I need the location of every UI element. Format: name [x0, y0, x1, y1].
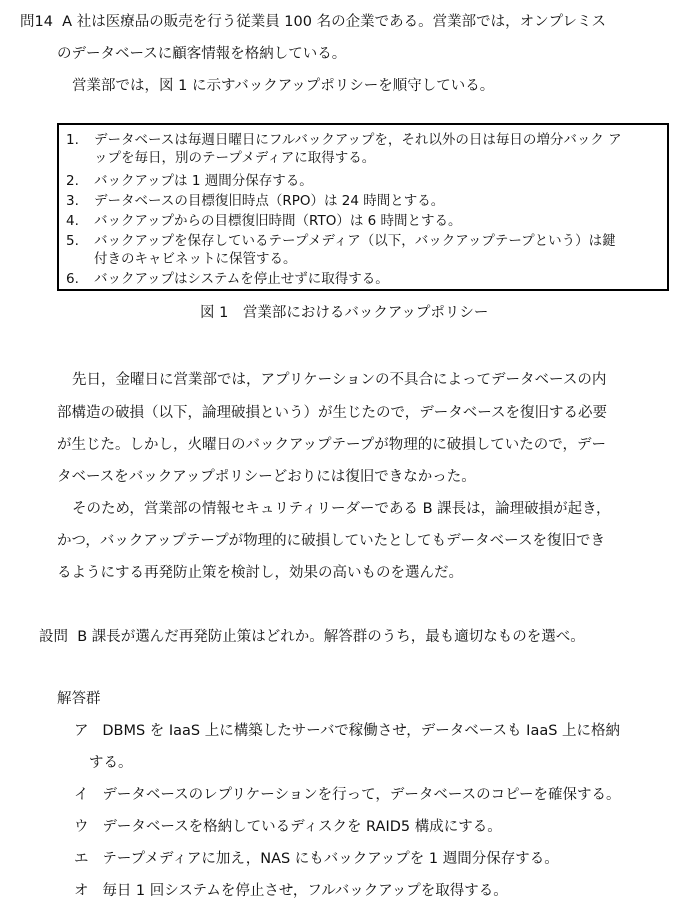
policy-item-text: バックアップはシステムを停止せずに取得する。	[94, 271, 389, 287]
answer-text: データベースのレプリケーションを行って，データベースのコピーを確保する。	[102, 787, 621, 803]
policy-item-number: 4.	[66, 213, 79, 229]
paragraph-2-line-3: るようにする再発防止策を検討し，効果の高いものを選んだ。	[57, 565, 463, 581]
subquestion	[39, 627, 585, 647]
answer-option-i[interactable]	[74, 785, 621, 805]
policy-item-3	[66, 192, 444, 210]
policy-item-text: データベースは毎週日曜日にフルバックアップを，それ以外の日は毎日の増分バック ア	[94, 132, 622, 148]
policy-item-5-continued: 付きのキャビネットに保管する。	[94, 251, 297, 267]
paragraph-1-line-2: 部構造の破損（以下，論理破損という）が生じたので，データベースを復旧する必要	[57, 405, 607, 421]
answer-letter: エ	[74, 851, 89, 867]
answer-option-a-continued: する。	[89, 755, 133, 771]
policy-item-number: 2.	[66, 173, 79, 189]
answer-letter: ウ	[74, 819, 89, 835]
answer-letter: オ	[74, 883, 89, 899]
answer-letter: ア	[74, 723, 89, 739]
question-number: 問14	[20, 14, 53, 30]
paragraph-1-line-1: 先日，金曜日に営業部では，アプリケーションの不具合によってデータベースの内	[72, 372, 607, 388]
policy-item-1	[66, 131, 622, 149]
paragraph-1-line-4: タベースをバックアップポリシーどおりには復旧できなかった。	[57, 469, 476, 485]
intro-line-3: 営業部では，図 1 に示すバックアップポリシーを順守している。	[72, 78, 495, 94]
policy-item-number: 5.	[66, 233, 79, 249]
subquestion-text: B 課長が選んだ再発防止策はどれか。解答群のうち，最も適切なものを選べ。	[77, 629, 585, 645]
answer-text: データベースを格納しているディスクを RAID5 構成にする。	[102, 819, 502, 835]
answer-text: テープメディアに加え，NAS にもバックアップを 1 週間分保存する。	[102, 851, 559, 867]
question-intro	[20, 12, 606, 32]
policy-item-5	[66, 232, 616, 250]
answer-option-o[interactable]	[74, 881, 508, 901]
paragraph-2-line-1: そのため，営業部の情報セキュリティリーダーである B 課長は，論理破損が起き，	[72, 501, 611, 517]
subquestion-label: 設問	[39, 629, 68, 645]
answer-letter: イ	[74, 787, 89, 803]
figure-caption: 図 1 営業部におけるバックアップポリシー	[200, 305, 489, 321]
policy-item-1-continued: ップを毎日，別のテープメディアに取得する。	[94, 150, 376, 166]
policy-item-6	[66, 270, 389, 288]
policy-item-number: 3.	[66, 193, 79, 209]
answer-option-u[interactable]	[74, 817, 502, 837]
policy-item-text: バックアップからの目標復旧時間（RTO）は 6 時間とする。	[94, 213, 462, 229]
answer-option-a[interactable]	[74, 721, 620, 741]
answer-text: 毎日 1 回システムを停止させ，フルバックアップを取得する。	[102, 883, 508, 899]
paragraph-2-line-2: かつ，バックアップテープが物理的に破損していたとしてもデータベースを復旧でき	[57, 533, 605, 549]
policy-item-2	[66, 172, 313, 190]
policy-item-text: バックアップは 1 週間分保存する。	[94, 173, 313, 189]
policy-item-text: バックアップを保存しているテープメディア（以下，バックアップテープという）は鍵	[94, 233, 616, 249]
paragraph-1-line-3: が生じた。しかし，火曜日のバックアップテープが物理的に破損していたので，デー	[57, 437, 606, 453]
intro-line-2: のデータベースに顧客情報を格納している。	[57, 46, 347, 62]
answer-option-e[interactable]	[74, 849, 559, 869]
intro-line-1: A 社は医療品の販売を行う従業員 100 名の企業である。営業部では，オンプレミス	[62, 14, 607, 30]
answer-group-heading: 解答群	[57, 691, 101, 707]
answer-text: DBMS を IaaS 上に構築したサーバで稼働させ，データベースも IaaS 上に格納	[102, 723, 621, 739]
policy-item-number: 1.	[66, 132, 79, 148]
policy-item-text: データベースの目標復旧時点（RPO）は 24 時間とする。	[94, 193, 445, 209]
policy-item-number: 6.	[66, 271, 79, 287]
policy-item-4	[66, 212, 462, 230]
